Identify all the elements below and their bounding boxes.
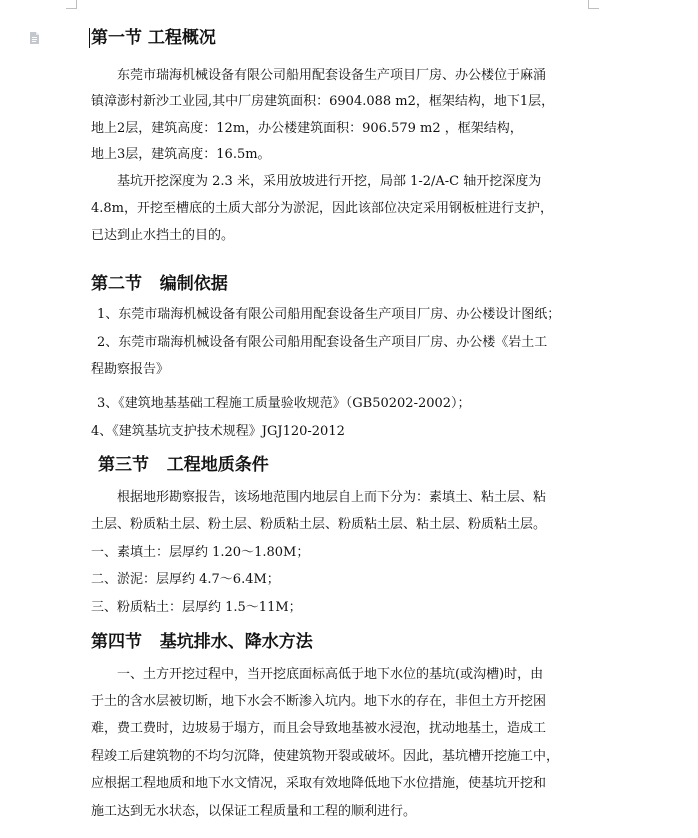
section-4-heading: 第四节 基坑排水、降水方法 xyxy=(91,632,313,652)
section-1-p1-line-4: 地上3层，建筑高度：16.5m。 xyxy=(91,147,271,162)
section-1-p1-line-3: 地上2层，建筑高度：12m，办公楼建筑面积：906.579 m2 ，框架结构， xyxy=(91,121,523,136)
section-4-p1-line-2: 于土的含水层被切断，地下水会不断渗入坑内。地下水的存在，非但土方开挖困 xyxy=(91,694,547,709)
document-icon[interactable] xyxy=(28,30,42,44)
section-4-p1-line-4: 程竣工后建筑物的不均匀沉降，使建筑物开裂或破坏。因此，基坑槽开挖施工中， xyxy=(91,749,560,764)
section-3-heading: 第三节 工程地质条件 xyxy=(98,455,269,475)
section-1-p2-line-3: 已达到止水挡土的目的。 xyxy=(91,228,235,243)
section-1-p1-line-2: 镇漳澎村新沙工业园,其中厂房建筑面积：6904.088 m2，框架结构，地下1层， xyxy=(91,94,555,109)
section-4-p1-line-5: 应根据工程地质和地下水文情况，采取有效地降低地下水位措施，使基坑开挖和 xyxy=(91,776,547,791)
section-4-p1-line-6: 施工达到无水状态，以保证工程质量和工程的顺利进行。 xyxy=(91,804,417,819)
section-3-intro-line-2: 土层、粉质粘土层、粉土层、粉质粘土层、粉质粘土层、粘土层、粉质粘土层。 xyxy=(91,517,547,532)
section-2-item-2-line-1: 2、东莞市瑞海机械设备有限公司船用配套设备生产项目厂房、办公楼《岩土工 xyxy=(97,335,548,350)
section-2-item-1: 1、东莞市瑞海机械设备有限公司船用配套设备生产项目厂房、办公楼设计图纸； xyxy=(97,307,561,322)
section-1-heading: 第一节 工程概况 xyxy=(91,28,216,48)
section-1-p1-line-1: 东莞市瑞海机械设备有限公司船用配套设备生产项目厂房、办公楼位于麻涌 xyxy=(117,68,547,83)
section-2-heading: 第二节 编制依据 xyxy=(91,274,228,294)
section-1-p2-line-1: 基坑开挖深度为 2.3 米，采用放坡进行开挖，局部 1-2/A-C 轴开挖深度为 xyxy=(117,174,542,189)
section-3-layer-1: 一、素填土：层厚约 1.20～1.80M； xyxy=(91,545,310,560)
page-corner-mark-left xyxy=(66,0,77,9)
section-2-item-3: 3、《建筑地基基础工程施工质量验收规范》（GB50202-2002）； xyxy=(97,396,471,411)
section-1-p2-line-2: 4.8m，开挖至槽底的土质大部分为淤泥，因此该部位决定采用钢板桩进行支护， xyxy=(91,201,554,216)
section-4-p1-line-3: 难，费工费时，边坡易于塌方，而且会导致地基被水浸泡，扰动地基土，造成工 xyxy=(91,721,547,736)
section-3-layer-3: 三、粉质粘土：层厚约 1.5～11M； xyxy=(91,600,302,615)
section-2-item-2-line-2: 程勘察报告》 xyxy=(91,362,170,377)
text-cursor xyxy=(89,28,90,48)
page-corner-mark-right xyxy=(588,0,599,9)
section-4-p1-line-1: 一、土方开挖过程中，当开挖底面标高低于地下水位的基坑(或沟槽)时，由 xyxy=(117,667,544,682)
section-3-intro-line-1: 根据地形勘察报告，该场地范围内地层自上而下分为：素填土、粘土层、粘 xyxy=(117,490,547,505)
section-3-layer-2: 二、淤泥：层厚约 4.7～6.4M； xyxy=(91,572,280,587)
section-2-item-4: 4、《建筑基坑支护技术规程》JGJ120-2012 xyxy=(91,424,345,439)
